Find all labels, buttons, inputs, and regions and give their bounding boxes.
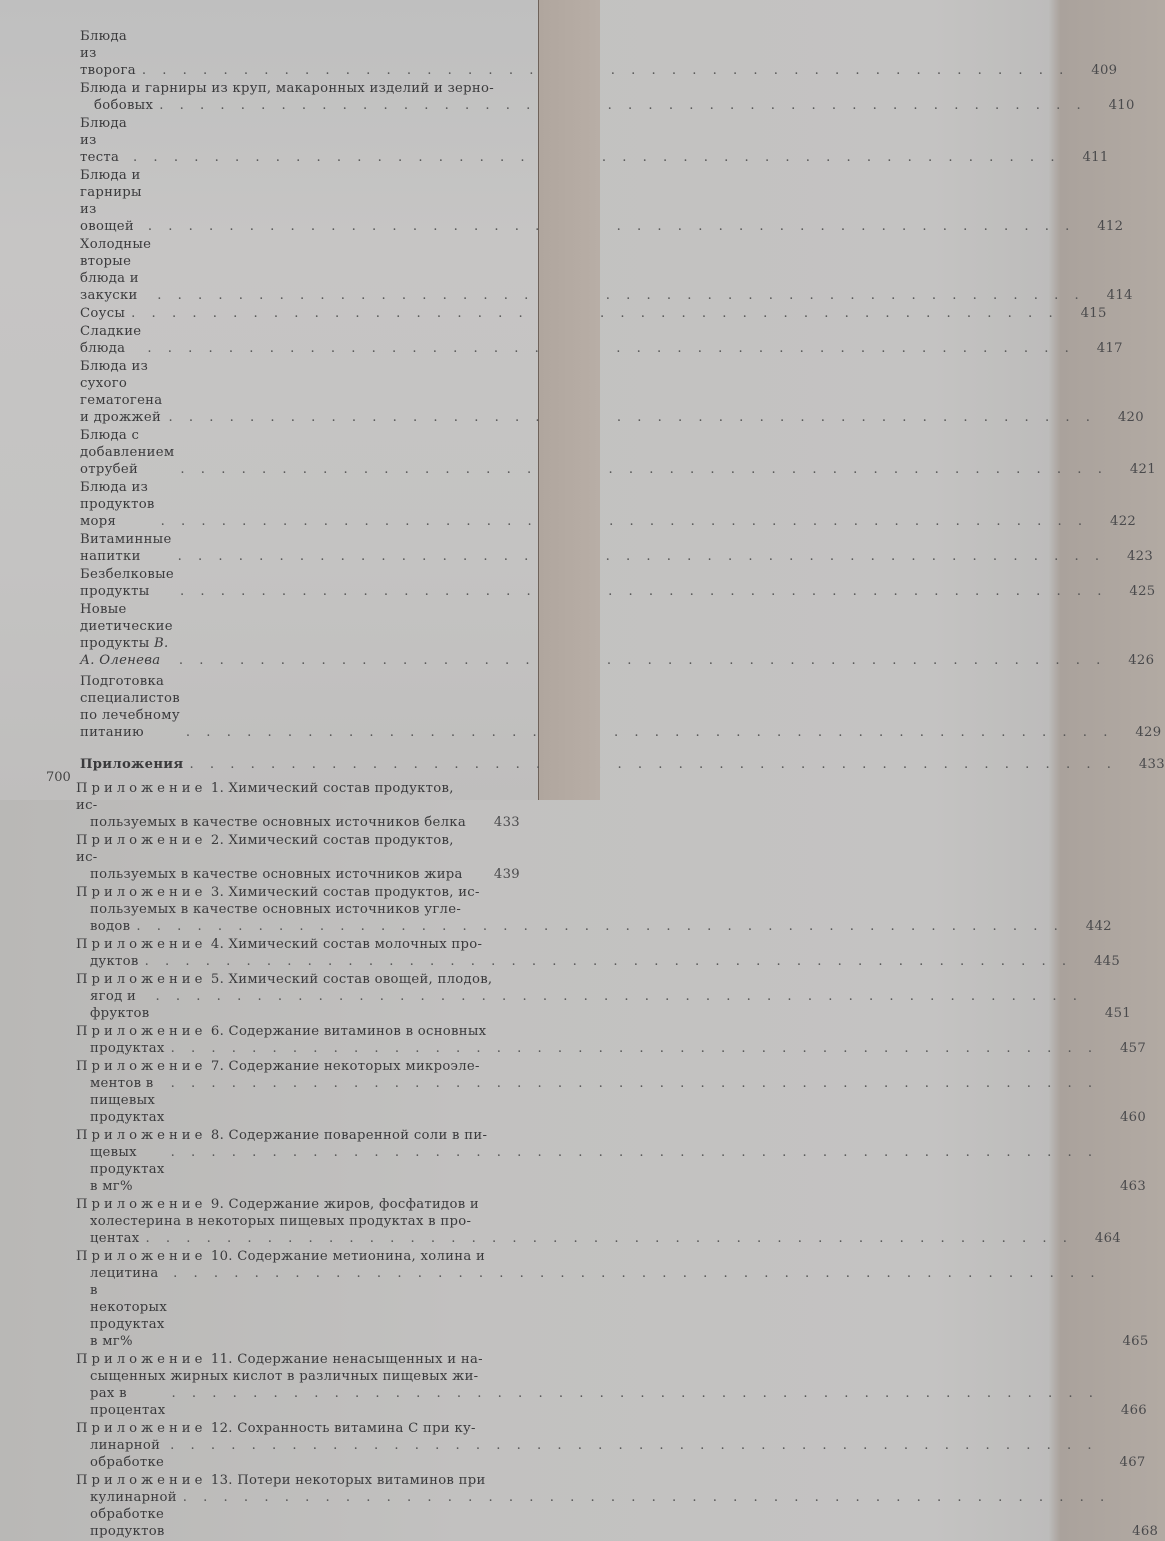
entry-page: 433 [493, 815, 520, 830]
appendix-label: Приложение [76, 1249, 207, 1264]
entry-title [76, 1248, 1101, 1350]
appendix-line2: ментов в пищевых продуктах [90, 1076, 165, 1125]
appendix-label: Приложение [76, 833, 207, 848]
section-heading-appendices [80, 756, 1165, 773]
leader-dots [167, 1265, 1100, 1350]
appendix-line1: 12. Сохранность витамина С при ку- [210, 1421, 476, 1436]
appendix-line1: 4. Химический состав молочных про- [210, 937, 483, 952]
leader-dots [174, 461, 1107, 478]
appendix-line3: рах в процентах [90, 1386, 166, 1418]
toc-entry [80, 601, 1155, 669]
entry-title-line2: бобовых [94, 98, 154, 113]
appendix-line3: центах [90, 1231, 140, 1246]
leader-dots [153, 97, 1086, 114]
entry-page: 433 [1138, 757, 1165, 772]
toc-entry [80, 427, 1156, 478]
entry-title [80, 601, 173, 669]
appendix-label: Приложение [76, 1128, 207, 1143]
leader-dots [173, 652, 1106, 669]
section-title: Приложения [80, 757, 184, 772]
entry-page: 409 [1091, 63, 1118, 78]
leader-dots [177, 1489, 1110, 1540]
entry-title [76, 1420, 1098, 1471]
appendix-line3: водов [90, 919, 131, 934]
leader-dots [165, 1144, 1098, 1195]
appendix-entry [76, 1196, 1121, 1247]
entry-page: 465 [1122, 1334, 1149, 1349]
toc-entry [80, 305, 1107, 322]
entry-title: Блюда из теста [80, 116, 128, 165]
appendix-label: Приложение [76, 1059, 207, 1074]
leader-dots [130, 918, 1063, 935]
entry-title: Соусы [80, 306, 126, 321]
appendix-line1: 11. Содержание ненасыщенных и на- [210, 1352, 483, 1367]
appendix-entry [76, 1127, 1147, 1195]
appendix-entry [76, 832, 520, 883]
entry-page: 422 [1110, 514, 1137, 529]
entry-title: Блюда и гарниры из овощей [80, 168, 142, 234]
leader-dots [183, 756, 1116, 773]
appendix-label: Приложение [76, 1473, 207, 1488]
entry-title [76, 1023, 1098, 1057]
toc-entry [80, 531, 1154, 565]
entry-title [76, 1058, 1098, 1126]
entry-page: 423 [1126, 549, 1154, 564]
appendix-label: Приложение [76, 972, 207, 987]
appendix-entry [76, 1472, 1159, 1540]
appendix-line2: щевых продуктах в мг% [90, 1145, 165, 1194]
entry-page: 411 [1082, 150, 1109, 165]
appendix-entry [76, 1420, 1146, 1471]
entry-page: 426 [1128, 653, 1155, 668]
appendix-line1: 3. Химический состав продуктов, ис- [210, 885, 480, 900]
entry-page: 467 [1119, 1455, 1146, 1470]
entry-title [76, 1351, 1099, 1419]
entry-title-text: Новые диетические продукты [80, 602, 173, 651]
entry-page: 414 [1106, 288, 1133, 303]
appendix-line2: дуктов [90, 954, 139, 969]
entry-title: Безбелковые продукты [80, 567, 175, 599]
appendix-label: Приложение [76, 1197, 207, 1212]
entry-title [76, 832, 472, 883]
leader-dots [141, 340, 1074, 357]
toc-entry [80, 115, 1109, 166]
spacer [80, 742, 520, 756]
entry-title: Холодные вторые блюда и закуски [80, 237, 152, 303]
entry-page: 466 [1120, 1403, 1147, 1418]
entry-title: Витаминные напитки [80, 532, 172, 564]
entry-title [76, 1127, 1098, 1195]
appendix-label: Приложение [76, 781, 207, 796]
appendix-line2: пользуемых в качестве основных источников жира [90, 867, 463, 882]
leader-dots [150, 988, 1083, 1022]
leader-dots [165, 1040, 1098, 1057]
appendix-entry [76, 936, 1121, 970]
appendix-entry [76, 884, 1112, 935]
entry-title: Блюда с добавлением отрубей [80, 428, 175, 477]
toc-entry [80, 236, 1133, 304]
appendix-line1: 13. Потери некоторых витаминов при [210, 1473, 486, 1488]
entry-page: 464 [1094, 1231, 1121, 1246]
entry-page: 460 [1119, 1110, 1147, 1125]
appendix-line2: ягод и фруктов [90, 989, 150, 1021]
appendix-line2: продуктах [90, 1041, 165, 1056]
entry-title: Подготовка специалистов по лечебному питанию [80, 674, 180, 740]
appendix-entry [76, 971, 1131, 1022]
toc-entry [80, 80, 1135, 114]
entry-title [76, 1472, 1110, 1540]
appendix-line2: лецитина в некоторых продуктах в мг% [90, 1266, 168, 1349]
leader-dots [165, 1075, 1098, 1126]
entry-title [76, 936, 1072, 970]
entry-page: 457 [1119, 1041, 1147, 1056]
entry-page: 410 [1108, 98, 1135, 113]
appendix-line1: 5. Химический состав овощей, плодов, [210, 972, 493, 987]
entry-page: 412 [1097, 219, 1124, 234]
leader-dots [136, 62, 1069, 79]
entry-page: 429 [1135, 725, 1162, 740]
entry-page: 415 [1080, 306, 1107, 321]
entry-page: 439 [493, 867, 520, 882]
toc-entry [80, 566, 1156, 600]
appendix-line2: кулинарной обработке продуктов [90, 1490, 177, 1539]
entry-author: В. А. Оленева [80, 636, 169, 668]
appendix-label: Приложение [76, 885, 207, 900]
appendix-line2: сыщенных жирных кислот в различных пищевых жи- [90, 1369, 479, 1384]
toc-entry [80, 479, 1137, 530]
leader-dots [172, 548, 1105, 565]
appendix-label: Приложение [76, 1421, 207, 1436]
appendix-label: Приложение [76, 937, 207, 952]
appendix-entry [76, 1351, 1147, 1419]
appendix-line1: 7. Содержание некоторых микроэле- [210, 1059, 480, 1074]
appendix-entry [76, 1248, 1149, 1350]
leader-dots [151, 287, 1084, 304]
entry-title [76, 884, 1064, 935]
entry-page: 445 [1093, 954, 1121, 969]
appendix-entry [76, 1023, 1147, 1057]
appendix-label: Приложение [76, 1024, 207, 1039]
entry-page: 468 [1132, 1524, 1159, 1539]
appendix-entry [76, 780, 520, 831]
appendix-line1: 2. Химический состав продуктов, ис- [76, 833, 454, 865]
appendix-line1: 1. Химический состав продуктов, ис- [76, 781, 454, 813]
leader-dots [142, 218, 1075, 235]
leader-dots [174, 583, 1107, 600]
entry-page: 421 [1129, 462, 1156, 477]
appendix-line1: 6. Содержание витаминов в основных [210, 1024, 487, 1039]
toc-entry [80, 167, 1124, 235]
leader-dots [166, 1385, 1099, 1419]
toc-entry [80, 28, 1118, 79]
appendix-line1: 8. Содержание поваренной соли в пи- [210, 1128, 488, 1143]
entry-title: Блюда из творога [80, 29, 136, 78]
toc-entry [80, 323, 1123, 357]
appendix-label: Приложение [76, 1352, 207, 1367]
book-cover-edge [539, 0, 600, 800]
leader-dots [155, 513, 1088, 530]
entry-title-line1: Блюда и гарниры из круп, макаронных изделий и зерно- [80, 81, 494, 96]
entry-page: 417 [1096, 341, 1123, 356]
leader-dots [164, 1437, 1097, 1471]
entry-title: Сладкие блюда [80, 324, 142, 356]
leader-dots [139, 1230, 1072, 1247]
page-number: 700 [46, 770, 71, 785]
entry-title [76, 971, 1083, 1022]
entry-title [76, 780, 472, 831]
leader-dots [162, 409, 1095, 426]
entry-title: Блюда из сухого гематогена и дрожжей [80, 359, 163, 425]
entry-title: Блюда из продуктов моря [80, 480, 155, 529]
entry-page: 451 [1104, 1006, 1131, 1021]
appendix-line2: пользуемых в качестве основных источников белка [90, 815, 466, 830]
entry-page: 425 [1129, 584, 1156, 599]
appendix-line2: линарной обработке [90, 1438, 165, 1470]
toc-entry [80, 358, 1144, 426]
appendix-line2: холестерина в некоторых пищевых продуктах в про- [90, 1214, 472, 1229]
appendix-line1: 10. Содержание метионина, холина и [210, 1249, 486, 1264]
entry-title [76, 1196, 1073, 1247]
table-of-contents [76, 28, 1165, 1541]
appendix-entry [76, 1058, 1147, 1126]
appendix-line2: пользуемых в качестве основных источников угле- [90, 902, 462, 917]
leader-dots [139, 953, 1072, 970]
leader-dots [180, 724, 1113, 741]
toc-entry [80, 673, 1162, 741]
entry-page: 442 [1085, 919, 1112, 934]
appendix-line1: 9. Содержание жиров, фосфатидов и [210, 1197, 480, 1212]
entry-page: 420 [1117, 410, 1144, 425]
entry-page: 463 [1119, 1179, 1147, 1194]
